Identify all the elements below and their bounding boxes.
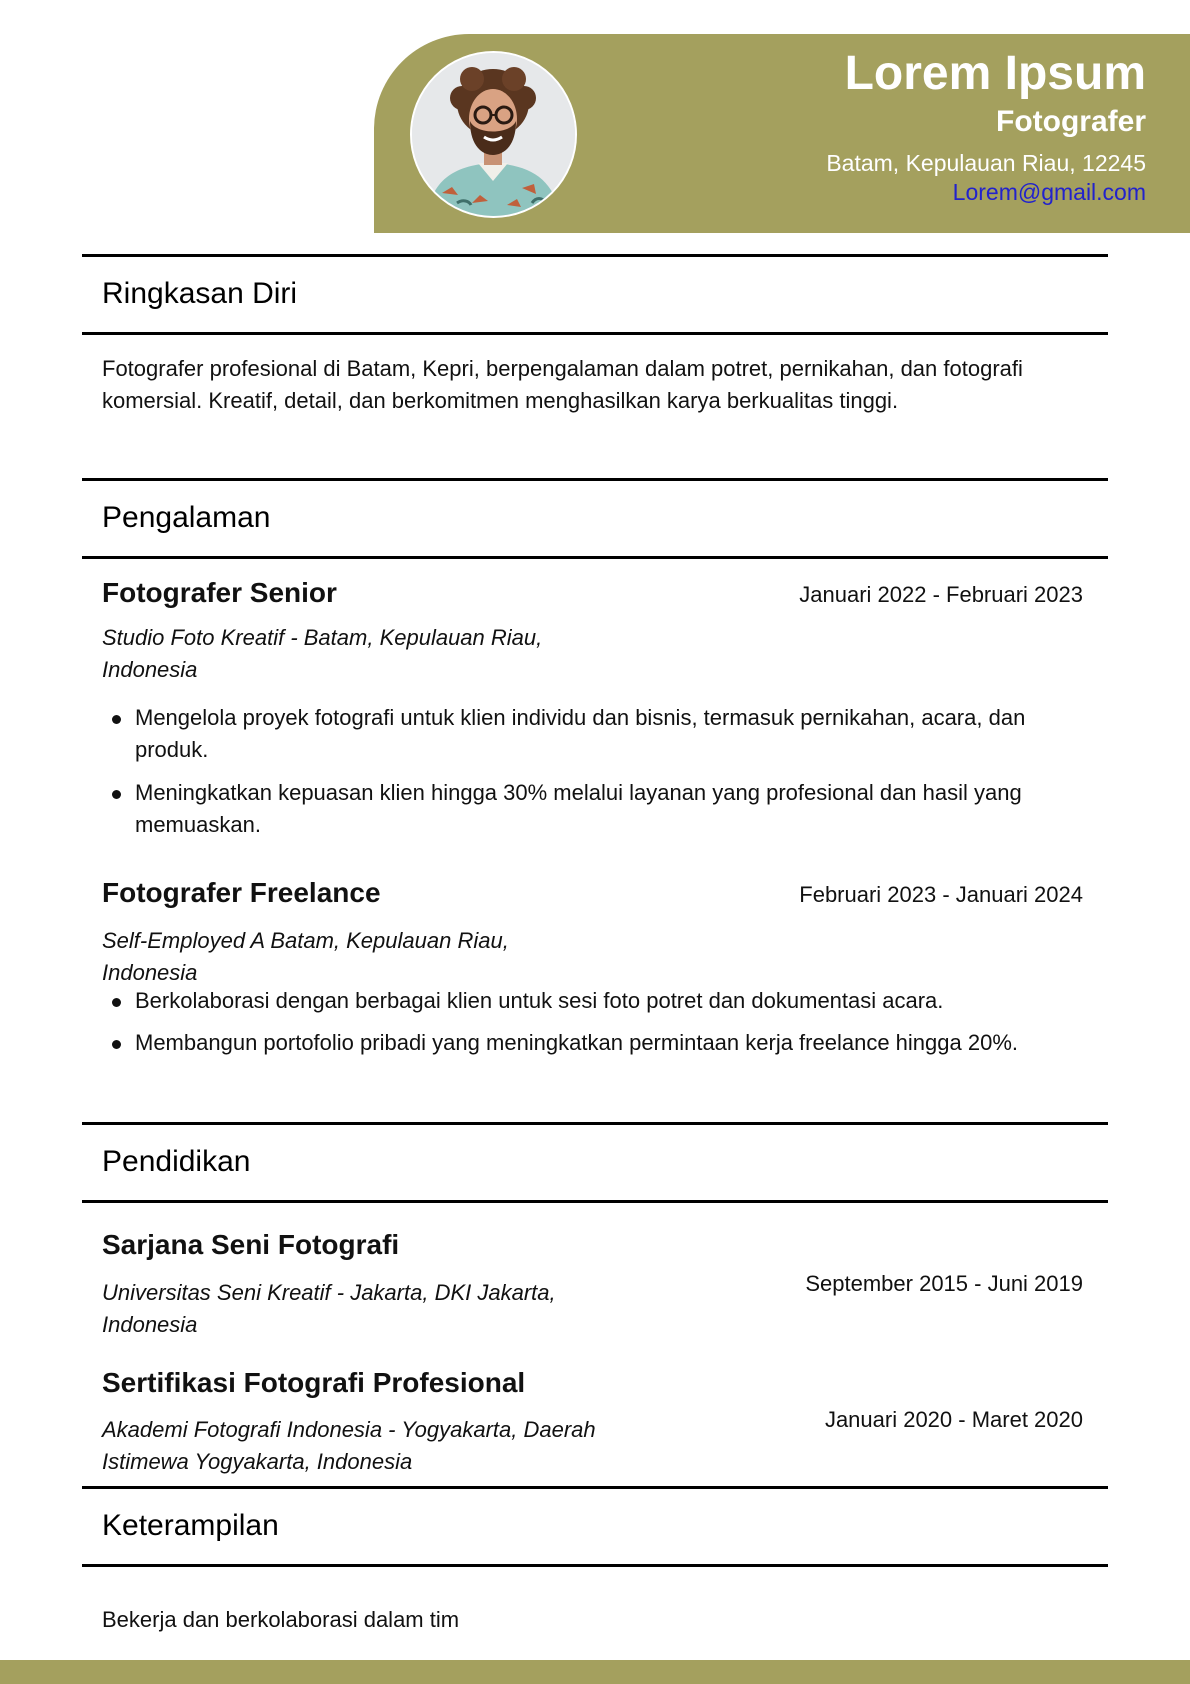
bullet-text: Berkolaborasi dengan berbagai klien untuk sesi foto potret dan dokumentasi acara. [135, 988, 944, 1013]
section-divider [82, 478, 1108, 481]
list-item [102, 985, 1092, 1017]
candidate-address: Batam, Kepulauan Riau, 12245 [826, 150, 1146, 176]
degree-title: Sertifikasi Fotografi Profesional [102, 1367, 526, 1398]
section-divider [82, 1122, 1108, 1125]
section-divider [82, 556, 1108, 559]
job-date: Januari 2022 - Februari 2023 [799, 582, 1083, 607]
candidate-name: Lorem Ipsum [844, 47, 1146, 100]
section-divider [82, 254, 1108, 257]
education-date: Januari 2020 - Maret 2020 [824, 1407, 1083, 1432]
footer-bar [0, 1660, 1190, 1684]
job-company-country: Indonesia [102, 657, 198, 682]
candidate-email-link[interactable]: Lorem@gmail.com [952, 179, 1146, 205]
job-company: Self-Employed A Batam, Kepulauan Riau, [102, 928, 509, 953]
list-item [102, 777, 1092, 841]
section-title-summary: Ringkasan Diri [102, 277, 298, 310]
institution-country: Indonesia [102, 1312, 198, 1337]
summary-text: Fotografer profesional di Batam, Kepri, berpengalaman dalam potret, pernikahan, dan fotografi komersial. Kreatif, detail, dan berkomitmen menghasilkan karya berkualitas tinggi. [102, 356, 1023, 413]
job-company-country: Indonesia [102, 960, 198, 985]
bullet-icon [112, 1040, 121, 1049]
institution: Akademi Fotografi Indonesia - Yogyakarta, Daerah [102, 1417, 596, 1442]
institution: Universitas Seni Kreatif - Jakarta, DKI Jakarta, [102, 1280, 556, 1305]
section-divider [82, 1564, 1108, 1567]
degree-title: Sarjana Seni Fotografi [102, 1229, 400, 1260]
job-company: Studio Foto Kreatif - Batam, Kepulauan Riau, [102, 625, 543, 650]
bullet-icon [112, 715, 121, 724]
section-divider [82, 1486, 1108, 1489]
job-date: Februari 2023 - Januari 2024 [799, 882, 1083, 907]
bullet-icon [112, 790, 121, 799]
profile-photo [410, 51, 577, 218]
bullet-text: Membangun portofolio pribadi yang meningkatkan permintaan kerja freelance hingga 20%. [135, 1030, 1018, 1055]
bullet-text: Mengelola proyek fotografi untuk klien individu dan bisnis, termasuk pernikahan, acara, dan produk. [135, 705, 1026, 762]
skill-item: Bekerja dan berkolaborasi dalam tim [102, 1607, 460, 1632]
list-item [102, 702, 1092, 766]
education-date: September 2015 - Juni 2019 [805, 1271, 1083, 1296]
list-item [102, 1027, 1092, 1059]
section-divider [82, 1200, 1108, 1203]
section-title-skills: Keterampilan [102, 1509, 279, 1542]
candidate-role: Fotografer [996, 105, 1146, 138]
bullet-icon [112, 998, 121, 1007]
job-bullets [102, 702, 1092, 841]
institution-region: Istimewa Yogyakarta, Indonesia [102, 1449, 413, 1474]
section-title-education: Pendidikan [102, 1145, 251, 1178]
job-bullets [102, 985, 1092, 1059]
job-title: Fotografer Senior [102, 577, 337, 608]
bullet-text: Meningkatkan kepuasan klien hingga 30% melalui layanan yang profesional dan hasil yang memuaskan. [135, 780, 1022, 837]
person-avatar-icon [412, 53, 575, 216]
section-divider [82, 332, 1108, 335]
job-title: Fotografer Freelance [102, 877, 381, 908]
section-title-experience: Pengalaman [102, 501, 271, 534]
